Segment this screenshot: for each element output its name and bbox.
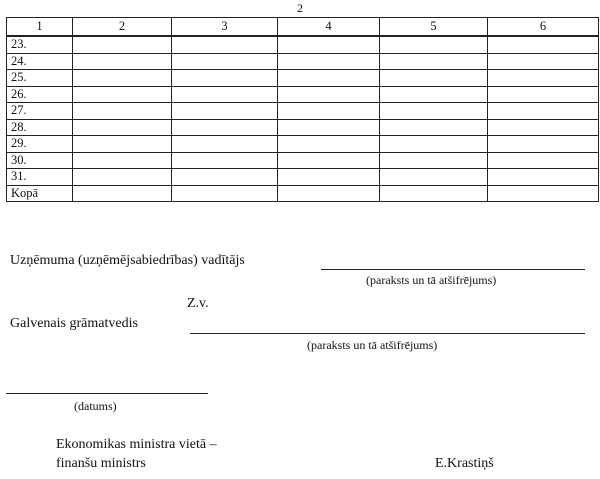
table-cell xyxy=(380,36,488,53)
column-header: 4 xyxy=(278,18,380,37)
table-cell xyxy=(488,169,599,186)
table-cell xyxy=(278,136,380,153)
table-cell xyxy=(380,53,488,70)
accountant-signature-line xyxy=(190,333,585,334)
table-body xyxy=(7,36,599,202)
row-label: 25. xyxy=(7,70,73,87)
table-row xyxy=(7,169,599,186)
date-line xyxy=(6,393,208,394)
table-cell xyxy=(278,185,380,202)
accountant-label: Galvenais grāmatvedis xyxy=(10,316,138,331)
row-label: Kopā xyxy=(7,185,73,202)
row-label: 27. xyxy=(7,103,73,120)
table-cell xyxy=(73,119,172,136)
head-label: Uzņēmuma (uzņēmējsabiedrības) vadītājs xyxy=(10,253,245,268)
table-cell xyxy=(73,103,172,120)
table-cell xyxy=(488,119,599,136)
column-header: 1 xyxy=(7,18,73,37)
table-cell xyxy=(73,53,172,70)
report-table xyxy=(6,17,599,202)
table-row xyxy=(7,36,599,53)
table-cell xyxy=(278,53,380,70)
minister-title-line1: Ekonomikas ministra vietā – xyxy=(56,437,217,452)
table-cell xyxy=(380,136,488,153)
table-row xyxy=(7,70,599,87)
table-cell xyxy=(73,136,172,153)
page-number: 2 xyxy=(297,1,303,15)
table-cell xyxy=(488,53,599,70)
table-cell xyxy=(172,36,278,53)
table-cell xyxy=(172,70,278,87)
table-cell xyxy=(380,70,488,87)
table-cell xyxy=(278,70,380,87)
table-cell xyxy=(488,103,599,120)
table-cell xyxy=(172,103,278,120)
table-cell xyxy=(172,119,278,136)
table-cell xyxy=(73,86,172,103)
table-row xyxy=(7,86,599,103)
row-label: 29. xyxy=(7,136,73,153)
table-cell xyxy=(380,152,488,169)
table-cell xyxy=(380,86,488,103)
row-label: 24. xyxy=(7,53,73,70)
table-cell xyxy=(73,36,172,53)
table-cell xyxy=(278,169,380,186)
row-label: 31. xyxy=(7,169,73,186)
table-cell xyxy=(172,136,278,153)
table-row xyxy=(7,185,599,202)
header-row xyxy=(7,18,599,37)
table-cell xyxy=(172,53,278,70)
table-header xyxy=(7,18,599,37)
table-cell xyxy=(380,169,488,186)
table-row xyxy=(7,119,599,136)
table-cell xyxy=(172,152,278,169)
row-label: 26. xyxy=(7,86,73,103)
table-cell xyxy=(278,36,380,53)
table-cell xyxy=(172,169,278,186)
table-cell xyxy=(73,185,172,202)
table-cell xyxy=(380,103,488,120)
table-cell xyxy=(278,152,380,169)
row-label: 28. xyxy=(7,119,73,136)
table-cell xyxy=(488,36,599,53)
column-header: 5 xyxy=(380,18,488,37)
table-cell xyxy=(278,86,380,103)
table-cell xyxy=(488,185,599,202)
minister-title-line2: finanšu ministrs xyxy=(56,456,146,471)
column-header: 3 xyxy=(172,18,278,37)
table-cell xyxy=(488,136,599,153)
table-row xyxy=(7,103,599,120)
table-cell xyxy=(488,70,599,87)
table-cell xyxy=(172,185,278,202)
row-label: 23. xyxy=(7,36,73,53)
column-header: 6 xyxy=(488,18,599,37)
table-cell xyxy=(380,119,488,136)
table-cell xyxy=(73,152,172,169)
head-signature-line xyxy=(321,269,585,270)
date-caption: (datums) xyxy=(74,399,117,413)
table-cell xyxy=(488,86,599,103)
table-cell xyxy=(278,103,380,120)
head-caption: (paraksts un tā atšifrējums) xyxy=(366,273,497,287)
row-label: 30. xyxy=(7,152,73,169)
table-cell xyxy=(73,70,172,87)
stamp-label: Z.v. xyxy=(187,296,209,311)
table-cell xyxy=(172,86,278,103)
table-row xyxy=(7,136,599,153)
column-header: 2 xyxy=(73,18,172,37)
table-row xyxy=(7,53,599,70)
table-cell xyxy=(380,185,488,202)
table-cell xyxy=(278,119,380,136)
table-cell xyxy=(488,152,599,169)
minister-name: E.Krastiņš xyxy=(435,456,494,471)
accountant-caption: (paraksts un tā atšifrējums) xyxy=(307,338,438,352)
table-cell xyxy=(73,169,172,186)
table-row xyxy=(7,152,599,169)
